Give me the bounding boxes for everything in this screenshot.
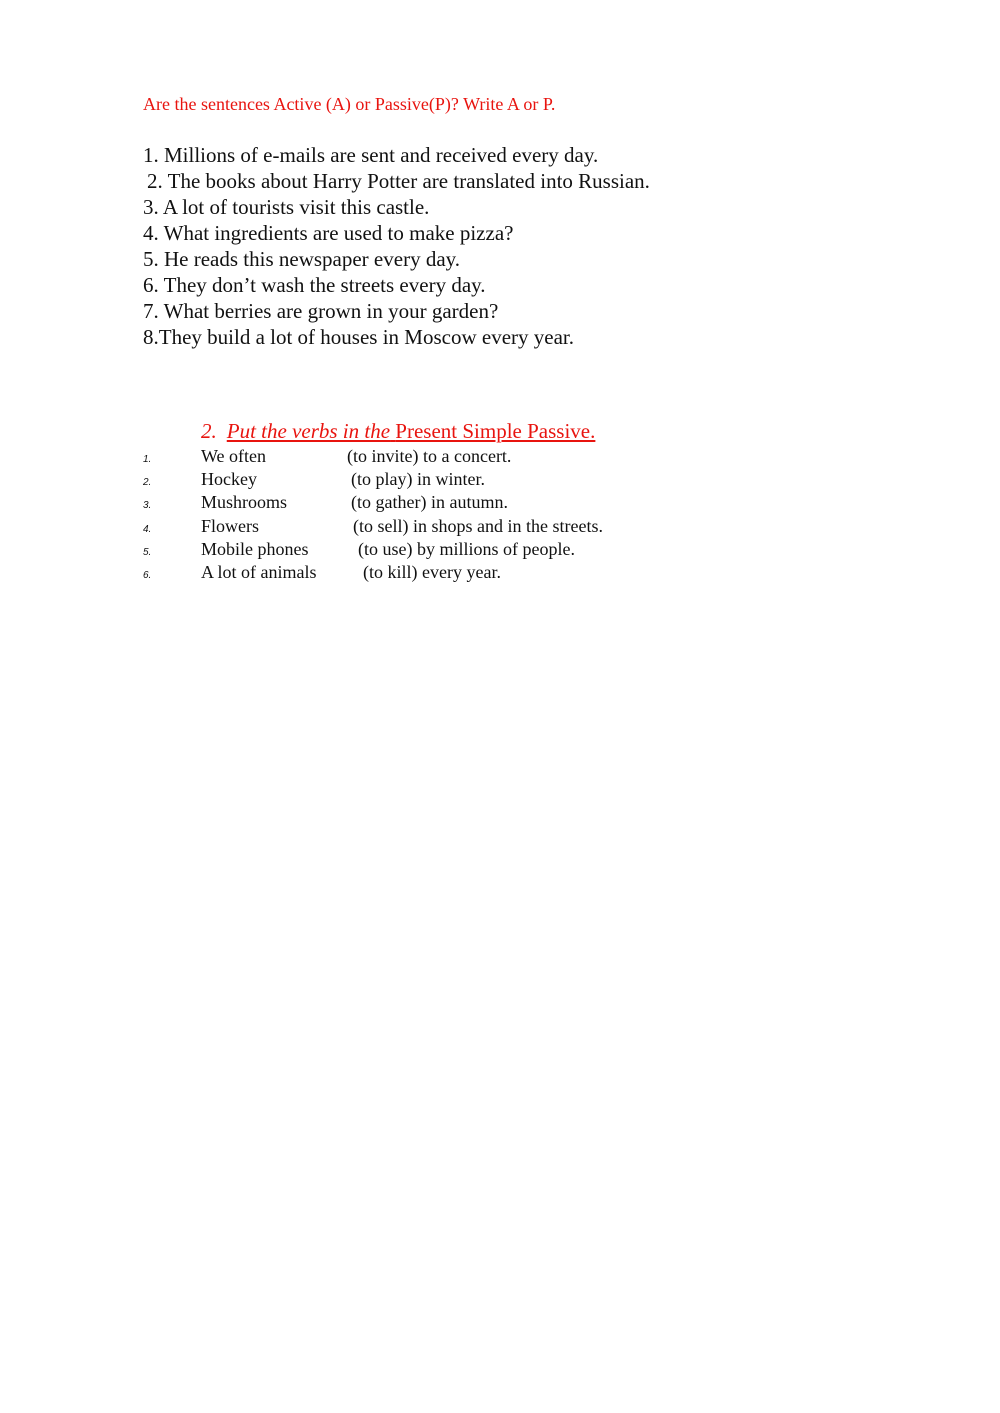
list-marker: 6. — [143, 569, 152, 581]
item-verb-prompt: (to sell) in shops and in the streets. — [353, 515, 603, 536]
exercise1-item-5: 5. He reads this newspaper every day. — [143, 247, 461, 271]
item-subject: Hockey — [201, 469, 257, 490]
exercise2-item — [143, 538, 743, 561]
exercise2-title — [227, 419, 596, 443]
exercise2-list — [143, 445, 743, 584]
list-marker: 4. — [143, 523, 152, 535]
exercise2-item — [143, 491, 743, 514]
exercise2-item — [143, 515, 743, 538]
exercise2-item — [143, 561, 743, 584]
list-marker: 5. — [143, 546, 152, 558]
exercise2-item — [143, 468, 743, 491]
item-subject: Mushrooms — [201, 492, 288, 513]
item-verb-prompt: (to use) by millions of people. — [358, 538, 575, 559]
item-subject: Flowers — [201, 515, 259, 536]
exercise2-number: 2. — [201, 419, 217, 443]
exercise1-item-2: 2. The books about Harry Potter are translated into Russian. — [147, 169, 650, 193]
item-verb-prompt: (to kill) every year. — [363, 561, 501, 582]
exercise1-instruction: Are the sentences Active (A) or Passive(P)? Write A or P. — [143, 94, 556, 114]
item-subject: We often — [201, 446, 267, 466]
exercise1-item-6: 6. They don’t wash the streets every day. — [143, 273, 486, 297]
exercise1-item-8: 8.They build a lot of houses in Moscow every year. — [143, 325, 574, 349]
item-verb-prompt: (to gather) in autumn. — [351, 492, 508, 513]
exercise1-item-1: 1. Millions of e-mails are sent and received every day. — [143, 143, 599, 167]
exercise2-heading — [201, 419, 595, 444]
item-verb-prompt: (to play) in winter. — [351, 469, 485, 490]
exercise1-item-4: 4. What ingredients are used to make pizza? — [143, 221, 514, 245]
list-marker: 3. — [143, 500, 152, 512]
item-verb-prompt: (to invite) to a concert. — [347, 446, 512, 466]
exercise2-title-plain: Present Simple Passive. — [395, 419, 596, 443]
item-subject: Mobile phones — [201, 538, 309, 559]
list-marker: 2. — [143, 477, 152, 489]
list-marker: 1. — [143, 454, 152, 465]
exercise1-item-7: 7. What berries are grown in your garden? — [143, 299, 499, 323]
exercise1-list — [143, 142, 650, 350]
exercise2-title-italic: Put the verbs in the — [226, 419, 391, 443]
item-subject: A lot of animals — [201, 561, 317, 582]
exercise2-item — [143, 445, 743, 468]
exercise1-item-3: 3. A lot of tourists visit this castle. — [143, 195, 430, 219]
